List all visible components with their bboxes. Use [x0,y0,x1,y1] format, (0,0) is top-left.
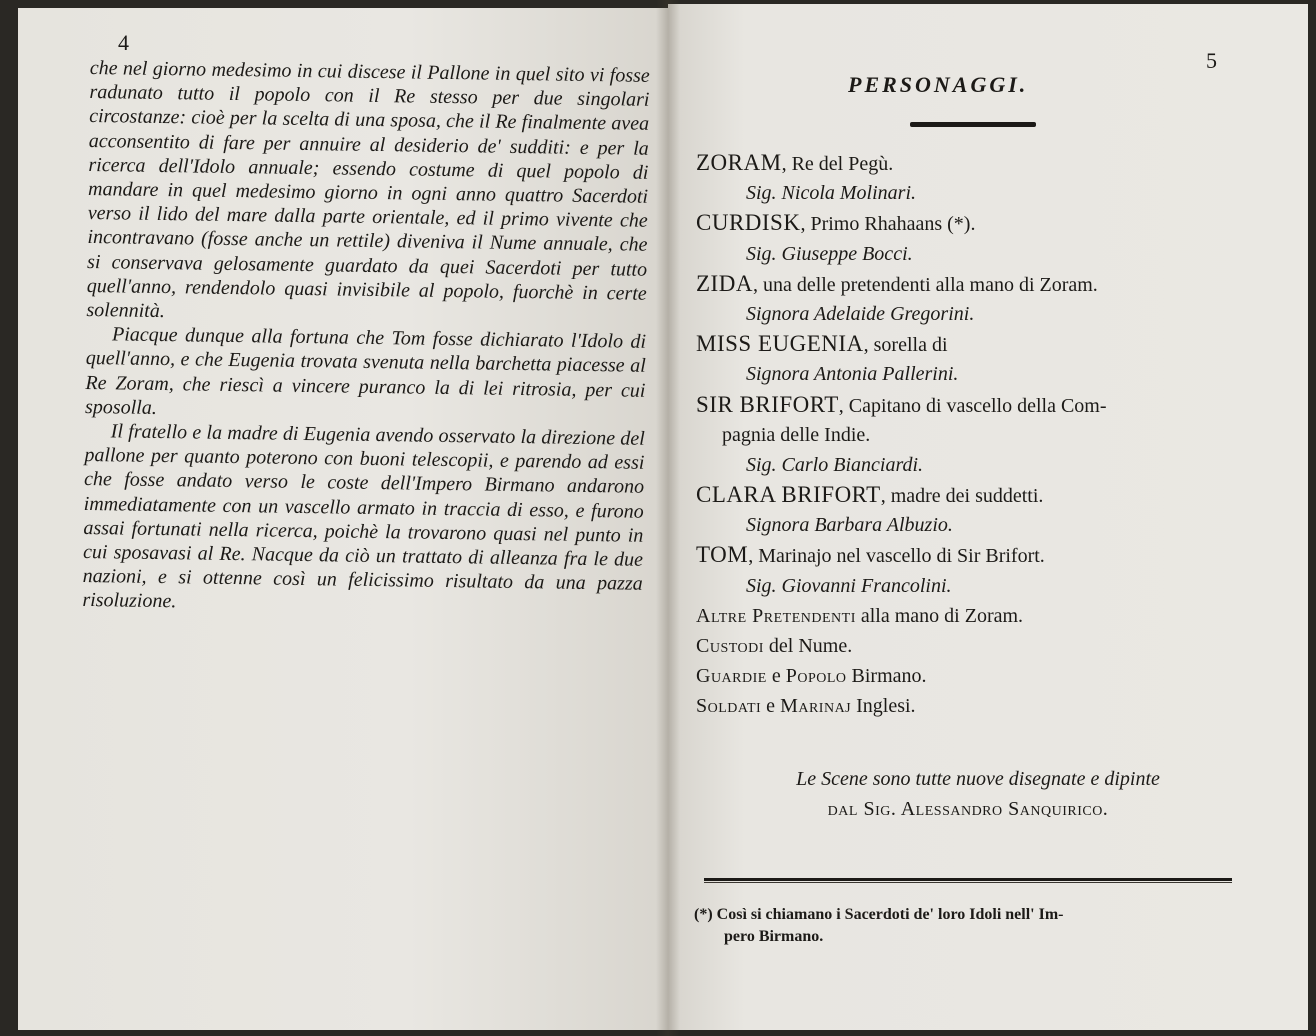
actor-row [696,359,1256,389]
footnote [694,904,1234,948]
character-row [696,208,1256,238]
character-name: SIR BRIFORT [696,391,839,417]
left-page [18,8,668,1030]
character-name: MISS EUGENIA [696,331,864,357]
actor-name: Sig. Giovanni Francolini. [746,574,952,597]
title-rule [910,122,1036,127]
footnote-line: (*) Così si chiamano i Sacerdoti de' loro Idoli nell' Im- [694,906,1064,923]
footnote-rule-thin [704,882,1232,883]
character-description: , madre dei suddetti. [880,485,1044,508]
group-row [696,631,1256,661]
group-description: e [766,665,786,688]
character-description: , sorella di [863,334,948,357]
group-name: Guardie [696,665,767,688]
scene-credit: Le Scene sono tutte nuove disegnate e dipinte [796,768,1160,790]
character-row [696,480,1256,510]
character-row [696,390,1256,420]
character-description: , Marinajo nel vascello di Sir Brifort. [748,545,1045,568]
book-gutter [656,0,680,1036]
page-number: 5 [1206,48,1217,73]
actor-name: Sig. Giuseppe Bocci. [746,242,913,265]
scene-credit-designer: dal Sig. Alessandro Sanquirico. [827,798,1109,820]
footnote-rule [704,878,1232,881]
cast-list [696,148,1256,722]
character-description: , Capitano di vascello della Com- [838,394,1107,417]
character-name: CURDISK [696,210,801,236]
actor-row [696,239,1256,269]
group-row [696,661,1256,691]
group-name: Marinaj [780,695,852,718]
character-row [696,329,1256,359]
actor-name: Sig. Nicola Molinari. [746,182,916,205]
footnote-line: pero Birmano. [724,928,824,945]
actor-name: Signora Antonia Pallerini. [746,363,959,386]
paragraph: Piacque dunque alla fortuna che Tom fosse dichiarato l'Idolo di quell'anno, e che Eugenia trovata svenuta nella barchetta piacesse al Re Zoram, che riescì a vincere puranco la di lei ritrosia, per cui sposolla. [84,323,647,419]
paragraph: Il fratello e la madre di Eugenia avendo osservato la direzione del pallone per quanto poterono con buoni telescopii, e parendo ad essi che fosse andato verso le coste dell'Impero Birmano andarono immediatamente con un vascello armato in traccia di esso, e furono assai fortunati nella ricerca, poichè la trovarono quasi nel punto in cui sposavasi al Re. Nacque da ciò un trattato di alleanza fra le due nazioni, e si ottenne così un felicissimo risultato da una pazza risoluzione. [82,420,645,613]
character-description: , Re del Pegù. [781,153,894,175]
page-number: 4 [118,30,129,55]
character-row [696,540,1256,570]
character-description: pagnia delle Indie. [722,423,871,446]
character-row-continued [696,420,1256,450]
character-row [696,148,1256,178]
group-name: Custodi [696,635,764,657]
page-title: PERSONAGGI. [848,72,1029,97]
character-row [696,269,1256,299]
group-row [696,601,1256,631]
character-description: , una delle pretendenti alla mano di Zoram. [752,273,1098,296]
group-row [696,691,1256,721]
character-name: ZORAM [696,150,782,175]
group-name: Altre Pretendenti [696,604,856,627]
group-description: e [761,695,781,718]
character-name: CLARA BRIFORT [696,482,881,508]
right-page [668,4,1308,1030]
group-description: Birmano. [846,665,927,688]
group-name: Popolo [785,665,847,688]
character-description: , Primo Rhahaans (*). [800,213,976,236]
actor-row [696,450,1256,480]
body-text [82,56,650,620]
group-name: Soldati [696,695,762,718]
group-description: Inglesi. [851,695,916,718]
actor-row [696,299,1256,329]
actor-row [696,178,1256,208]
group-description: alla mano di Zoram. [855,604,1024,627]
actor-name: Sig. Carlo Bianciardi. [746,453,924,476]
actor-row [696,571,1256,601]
character-name: ZIDA [696,270,753,296]
paragraph: che nel giorno medesimo in cui discese il Pallone in quel sito vi fosse radunato tutto il popolo con il Re stesso per due singolari circostanze: cioè per la scelta di una sposa, che il Re finalmente avea acconsentito di fare per annuire al desiderio de' sudditi: e per la ricerca dell'Idolo annuale; essendo costume di quel popolo di mandare in quel medesimo giorno in ogni anno quattro Sacerdoti verso il lido del mare dalla parte orientale, ed il primo vivente che incontravano (fosse anche un rettile) diveniva il Nume annuale, che si conservava gelosamente guardato da quei Sacerdoti per tutto quell'anno, rendendolo quasi invisibile al popolo, fuorchè in certe solennità. [86,56,650,323]
actor-name: Signora Adelaide Gregorini. [746,302,975,325]
actor-name: Signora Barbara Albuzio. [746,514,953,537]
group-description: del Nume. [763,635,853,657]
character-name: TOM [696,542,749,568]
actor-row [696,510,1256,540]
